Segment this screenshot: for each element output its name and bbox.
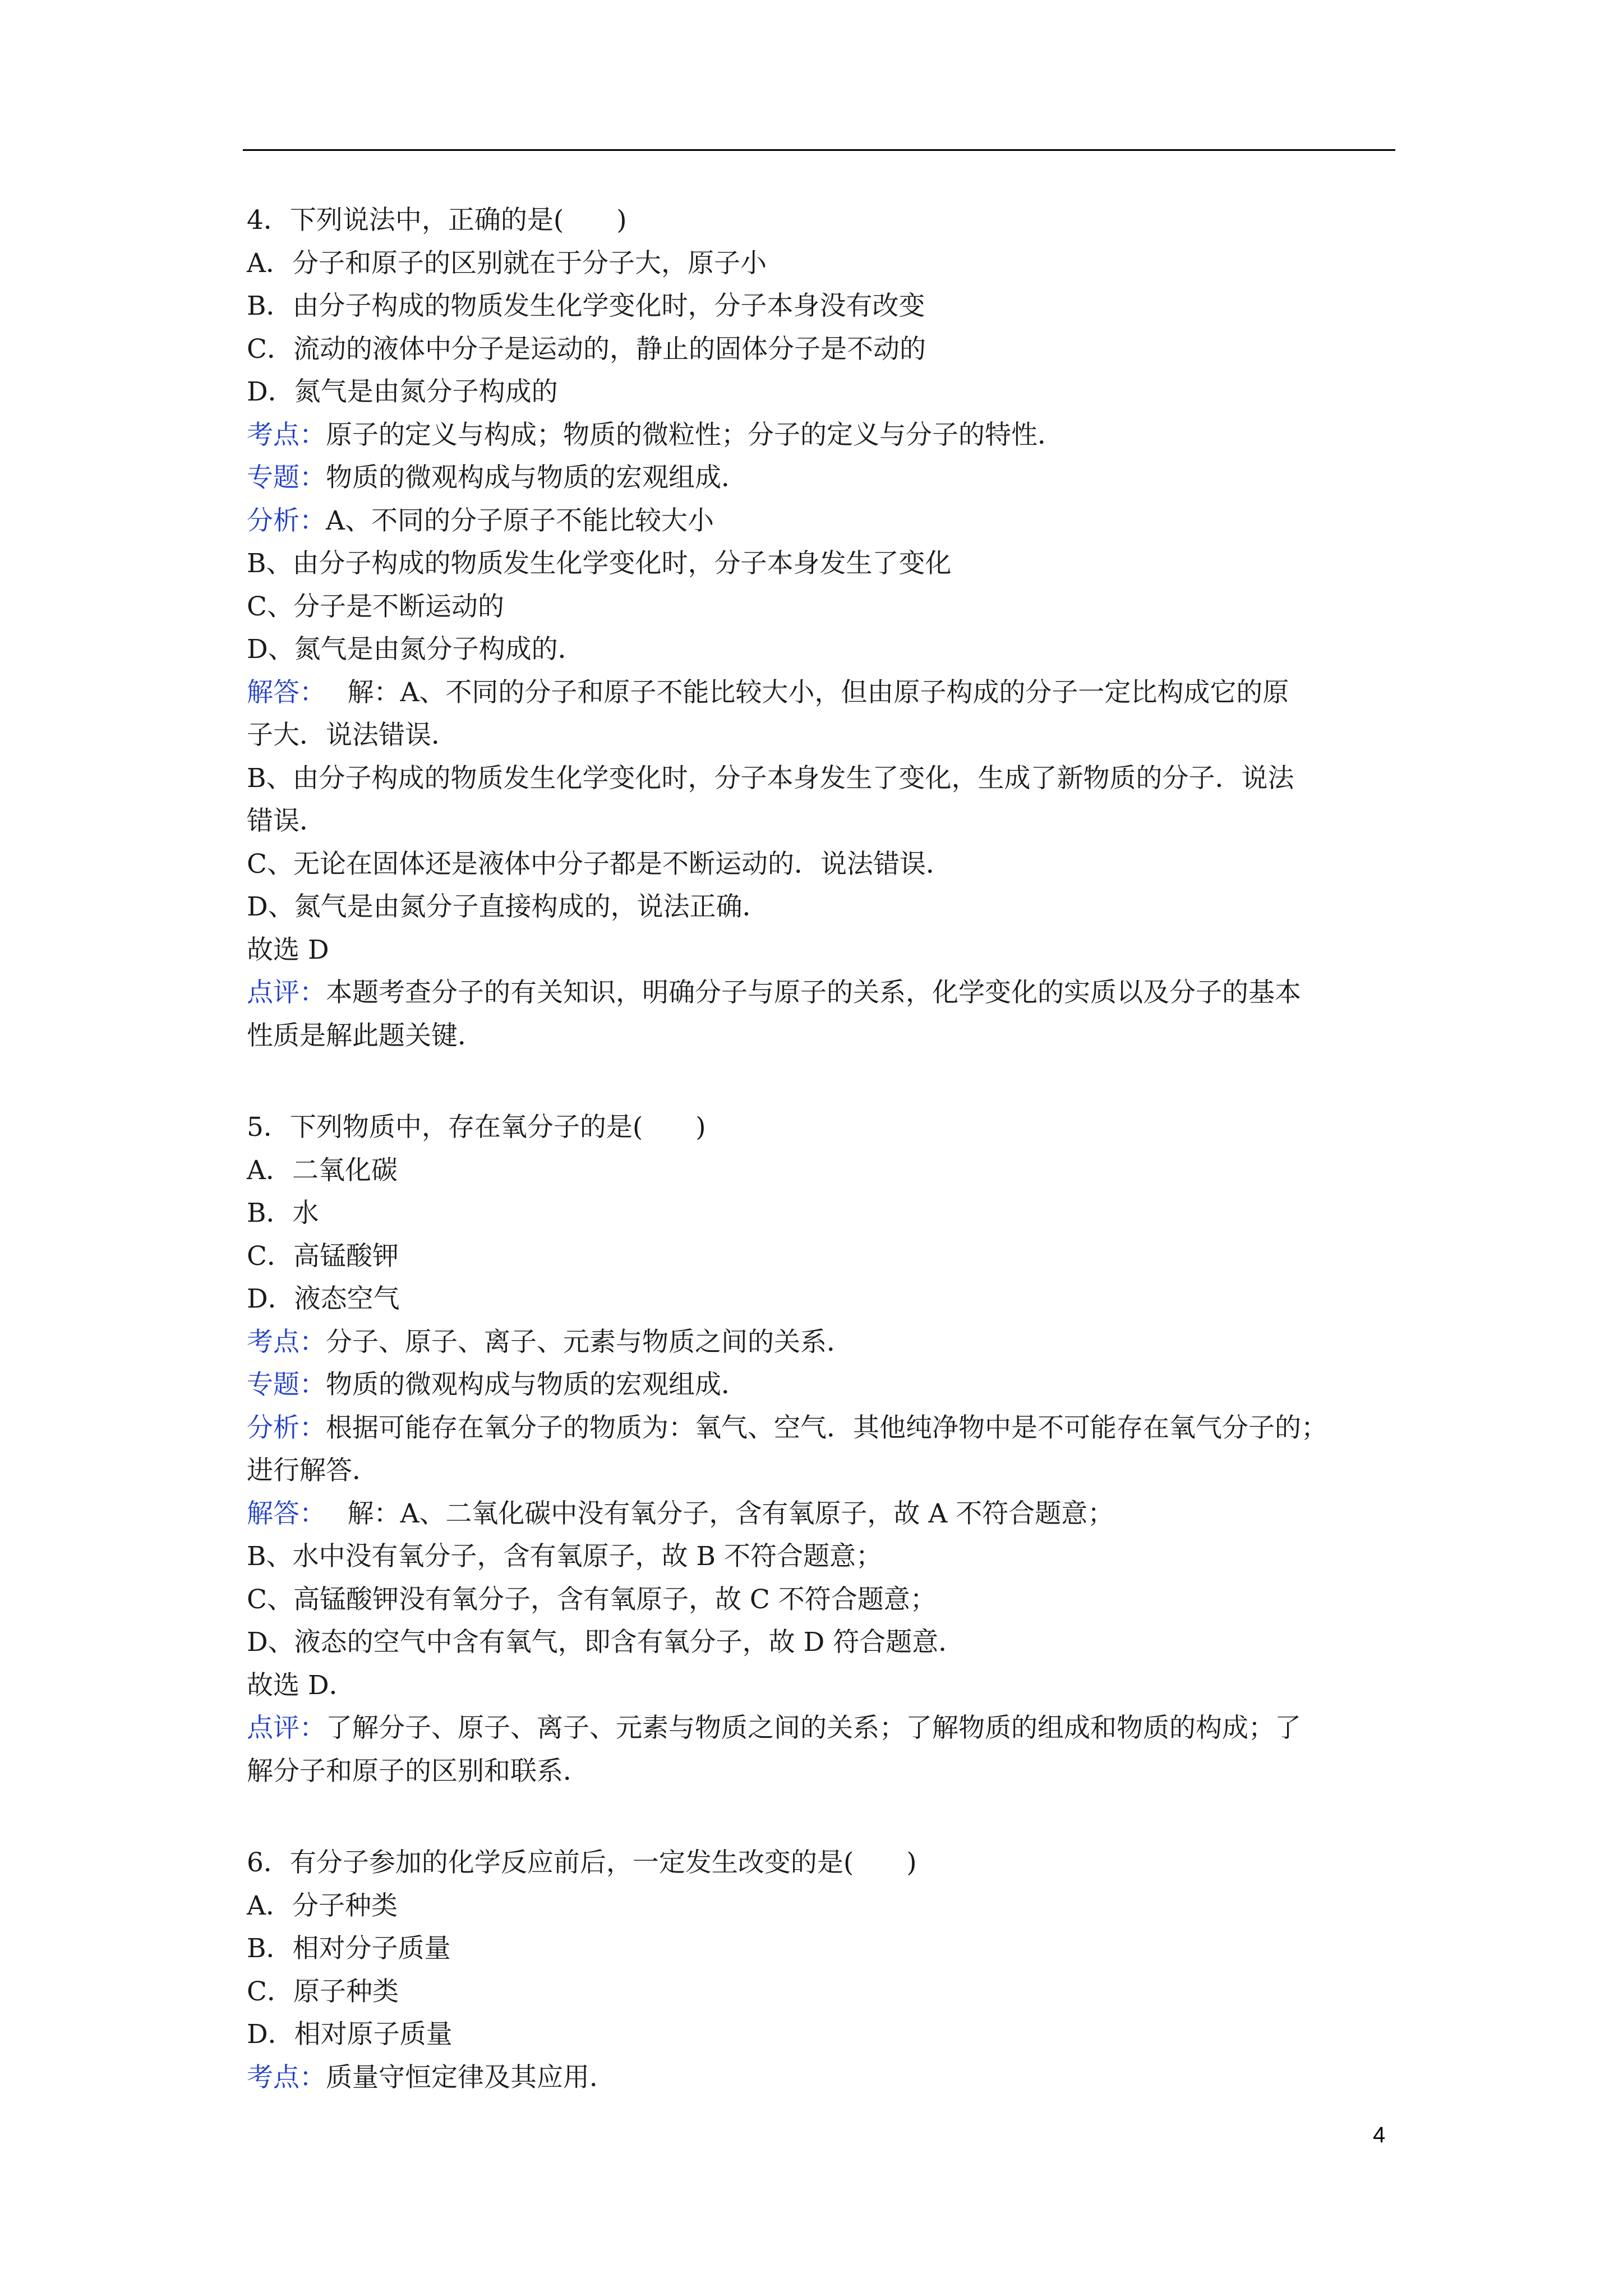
answer-label: 解答： [247, 677, 313, 708]
line-text: D．氮气是由氮分子构成的 [247, 376, 558, 407]
text-line [247, 1278, 1396, 1321]
line-text: A．二氧化碳 [247, 1154, 398, 1186]
text-line [247, 1364, 1396, 1407]
line-text: 了解分子、原子、离子、元素与物质之间的关系；了解物质的组成和物质的构成；了 [326, 1713, 1301, 1743]
answer-label: 解答： [247, 1498, 313, 1529]
line-text: D、液态的空气中含有氧气，即含有氧分子，故 D 符合题意． [247, 1627, 965, 1658]
line-text: 4．下列说法中，正确的是( ) [247, 205, 627, 236]
line-text: 解：A、不同的分子和原子不能比较大小，但由原子构成的分子一定比构成它的原 [312, 677, 1289, 708]
line-text: A．分子和原子的区别就在于分子大，原子小 [247, 247, 767, 279]
line-text: C．流动的液体中分子是运动的，静止的固体分子是不动的 [247, 333, 926, 365]
line-text: B．由分子构成的物质发生化学变化时，分子本身没有改变 [247, 291, 925, 321]
question-block [247, 199, 1396, 1057]
question-block [247, 1842, 1396, 2099]
text-line [247, 1579, 1396, 1622]
line-text: D、氮气是由氮分子直接构成的，说法正确． [247, 891, 769, 922]
line-text: C．高锰酸钾 [247, 1240, 399, 1272]
text-line [247, 242, 1396, 286]
line-text: D．相对原子质量 [247, 2019, 453, 2050]
subject-label: 专题： [247, 462, 326, 493]
text-line [247, 1106, 1396, 1149]
text-line [247, 972, 1396, 1015]
line-text: 6．有分子参加的化学反应前后，一定发生改变的是( ) [247, 1847, 917, 1878]
comment-label: 点评： [247, 1713, 326, 1743]
text-line [247, 628, 1396, 671]
line-text: 分子、原子、离子、元素与物质之间的关系． [326, 1326, 853, 1358]
line-text: B．水 [247, 1198, 319, 1228]
line-text: 物质的微观构成与物质的宏观组成． [326, 462, 748, 493]
text-line [247, 285, 1396, 328]
header-rule [243, 149, 1395, 151]
text-line [247, 1885, 1396, 1928]
line-text: 故选 D． [247, 1669, 356, 1701]
question-block [247, 1106, 1396, 1793]
text-line [247, 671, 1396, 715]
text-line [247, 757, 1396, 800]
text-line [247, 800, 1396, 843]
line-text: B、由分子构成的物质发生化学变化时，分子本身发生了变化，生成了新物质的分子．说法 [247, 762, 1294, 794]
line-text: C、无论在固体还是液体中分子都是不断运动的．说法错误． [247, 848, 952, 880]
analysis-label: 分析： [247, 505, 326, 536]
text-line [247, 414, 1396, 457]
line-text: C、高锰酸钾没有氧分子，含有氧原子，故 C 不符合题意； [247, 1584, 937, 1615]
text-line [247, 843, 1396, 886]
line-text: 进行解答． [247, 1455, 379, 1486]
topic-label: 考点： [247, 1326, 326, 1358]
text-line [247, 371, 1396, 414]
line-text: 质量守恒定律及其应用． [326, 2062, 616, 2093]
text-line [247, 714, 1396, 757]
text-line [247, 1192, 1396, 1235]
text-line [247, 328, 1396, 371]
subject-label: 专题： [247, 1369, 326, 1400]
page-number: 4 [1373, 2123, 1386, 2147]
line-text: 5．下列物质中，存在氧分子的是( ) [247, 1112, 706, 1143]
text-line [247, 586, 1396, 629]
text-line [247, 1407, 1396, 1450]
topic-label: 考点： [247, 419, 326, 450]
line-text: D．液态空气 [247, 1283, 400, 1314]
line-text: B、水中没有氧分子，含有氧原子，故 B 不符合题意； [247, 1541, 882, 1572]
line-text: 根据可能存在氧分子的物质为：氧气、空气．其他纯净物中是不可能存在氧气分子的； [326, 1412, 1327, 1443]
text-line [247, 1450, 1396, 1493]
line-text: A．分子种类 [247, 1890, 398, 1921]
line-text: B．相对分子质量 [247, 1933, 451, 1964]
text-line [247, 500, 1396, 543]
text-line [247, 1149, 1396, 1193]
text-line [247, 2013, 1396, 2056]
text-line [247, 542, 1396, 586]
line-text: C．原子种类 [247, 1976, 399, 2007]
topic-label: 考点： [247, 2062, 326, 2093]
text-line [247, 457, 1396, 500]
text-line [247, 1535, 1396, 1579]
text-line [247, 1842, 1396, 1885]
text-line [247, 1971, 1396, 2014]
line-text: 本题考查分子的有关知识，明确分子与原子的关系，化学变化的实质以及分子的基本 [326, 977, 1301, 1008]
text-line [247, 199, 1396, 242]
document-body [247, 199, 1396, 2099]
text-line [247, 1707, 1396, 1750]
text-line [247, 1015, 1396, 1058]
text-line [247, 1927, 1396, 1971]
line-text: B、由分子构成的物质发生化学变化时，分子本身发生了变化 [247, 548, 952, 579]
analysis-label: 分析： [247, 1412, 326, 1443]
text-line [247, 1321, 1396, 1364]
line-text: 物质的微观构成与物质的宏观组成． [326, 1369, 748, 1400]
comment-label: 点评： [247, 977, 326, 1008]
text-line [247, 1235, 1396, 1278]
line-text: 性质是解此题关键． [247, 1020, 484, 1051]
line-text: 原子的定义与构成；物质的微粒性；分子的定义与分子的特性． [326, 419, 1064, 450]
line-text: 解分子和原子的区别和联系． [247, 1755, 589, 1787]
text-line [247, 886, 1396, 929]
text-line [247, 1493, 1396, 1536]
text-line [247, 2056, 1396, 2100]
text-line [247, 1621, 1396, 1664]
line-text: C、分子是不断运动的 [247, 591, 504, 622]
line-text: 故选 D [247, 934, 329, 965]
line-text: 解：A、二氧化碳中没有氧分子，含有氧原子，故 A 不符合题意； [312, 1498, 1114, 1529]
line-text: A、不同的分子原子不能比较大小 [326, 505, 714, 536]
line-text: D、氮气是由氮分子构成的． [247, 634, 584, 665]
text-line [247, 1664, 1396, 1708]
text-line [247, 1750, 1396, 1793]
line-text: 子大．说法错误． [247, 720, 458, 751]
text-line [247, 929, 1396, 972]
line-text: 错误． [247, 806, 326, 836]
